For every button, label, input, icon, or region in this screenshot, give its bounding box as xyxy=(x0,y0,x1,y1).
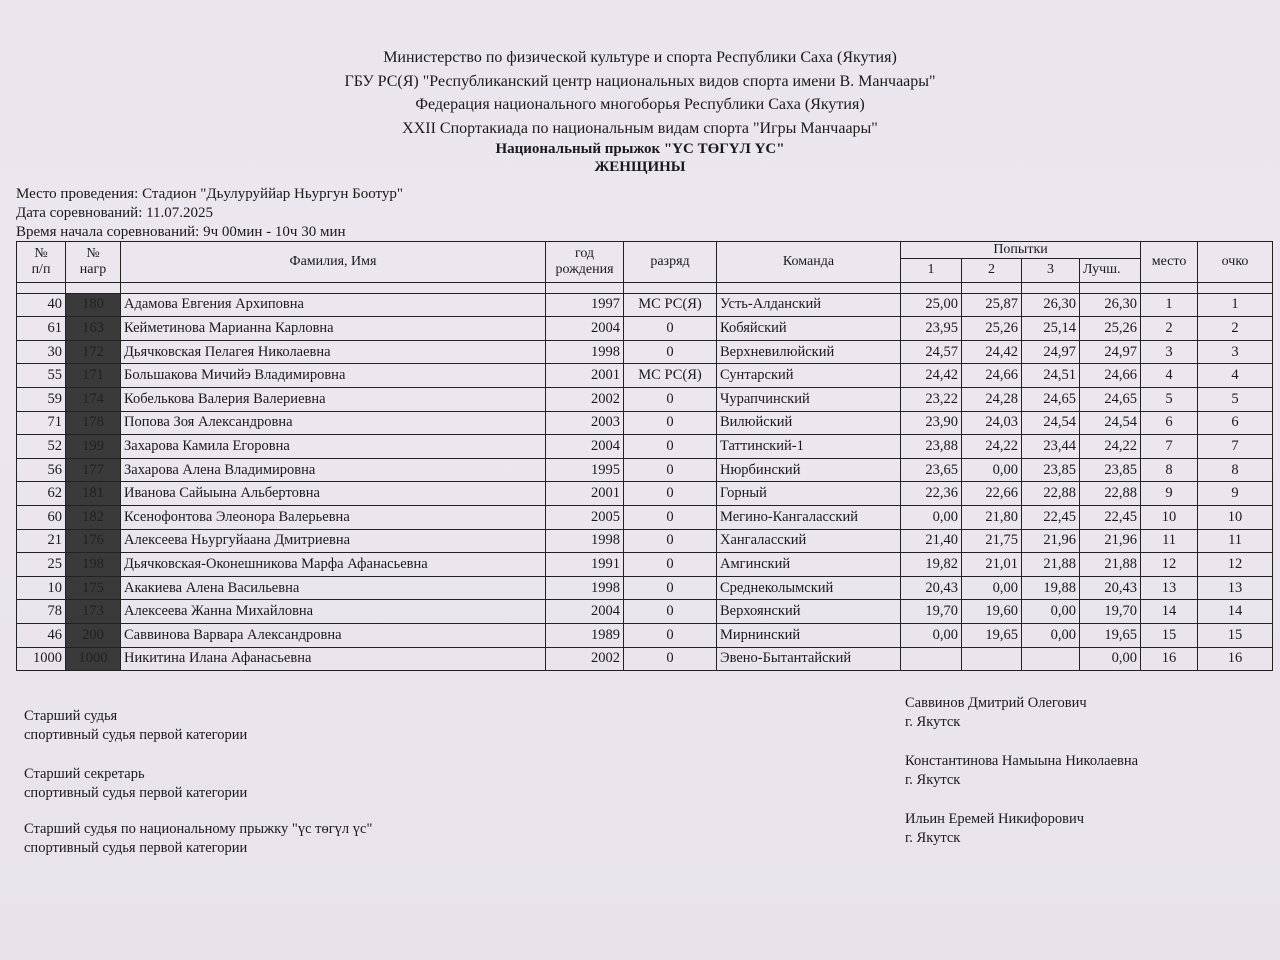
birth-year-cell: 2004 xyxy=(546,600,624,624)
points-cell: 2 xyxy=(1198,317,1273,341)
table-row xyxy=(17,458,1273,482)
table-row xyxy=(17,623,1273,647)
official-block-3 xyxy=(24,820,372,858)
attempt-1-cell: 23,95 xyxy=(901,317,962,341)
official-role: Старший судья по национальному прыжку "үс төгүл үс" xyxy=(24,821,373,837)
points-cell: 15 xyxy=(1198,623,1273,647)
place-cell: 12 xyxy=(1141,553,1198,577)
bib-number-cell: 177 xyxy=(66,458,121,482)
row-number-cell: 59 xyxy=(17,387,66,411)
athlete-name-cell: Саввинова Варвара Александровна xyxy=(121,623,546,647)
best-result-cell: 21,88 xyxy=(1080,553,1141,577)
bib-number-cell: 173 xyxy=(66,600,121,624)
rank-cell: 0 xyxy=(624,411,717,435)
col-name-header: Фамилия, Имя xyxy=(121,242,546,283)
attempt-3-cell xyxy=(1022,647,1080,671)
best-result-cell: 25,26 xyxy=(1080,317,1141,341)
col-attempt-3-header: 3 xyxy=(1022,259,1080,283)
team-cell: Эвено-Бытантайский xyxy=(717,647,901,671)
rank-cell: 0 xyxy=(624,458,717,482)
table-row xyxy=(17,529,1273,553)
attempt-3-cell: 24,51 xyxy=(1022,364,1080,388)
place-cell: 5 xyxy=(1141,387,1198,411)
attempt-1-cell: 24,42 xyxy=(901,364,962,388)
date-text: Дата соревнований: 11.07.2025 xyxy=(16,205,214,221)
best-result-cell: 23,85 xyxy=(1080,458,1141,482)
points-cell: 5 xyxy=(1198,387,1273,411)
row-number-cell: 25 xyxy=(17,553,66,577)
rank-cell: МС РС(Я) xyxy=(624,293,717,317)
header-ministry: Министерство по физической культуре и спорта Республики Саха (Якутия) xyxy=(383,49,897,66)
points-cell: 4 xyxy=(1198,364,1273,388)
official-category: спортивный судья первой категории xyxy=(24,727,248,743)
bib-number-cell: 198 xyxy=(66,553,121,577)
bib-number-cell: 199 xyxy=(66,435,121,459)
rank-cell: 0 xyxy=(624,435,717,459)
rank-cell: 0 xyxy=(624,505,717,529)
row-number-cell: 61 xyxy=(17,317,66,341)
athlete-name-cell: Ксенофонтова Элеонора Валерьевна xyxy=(121,505,546,529)
official-name: Саввинов Дмитрий Олегович xyxy=(905,695,1087,711)
row-number-cell: 30 xyxy=(17,340,66,364)
col-team-header: Команда xyxy=(717,242,901,283)
points-cell: 1 xyxy=(1198,293,1273,317)
team-cell: Таттинский-1 xyxy=(717,435,901,459)
team-cell: Верхневилюйский xyxy=(717,340,901,364)
official-block-2 xyxy=(24,765,247,803)
attempt-1-cell: 19,70 xyxy=(901,600,962,624)
rank-cell: 0 xyxy=(624,647,717,671)
birth-year-cell: 2001 xyxy=(546,482,624,506)
attempt-2-cell: 21,75 xyxy=(962,529,1022,553)
place-cell: 11 xyxy=(1141,529,1198,553)
athlete-name-cell: Адамова Евгения Архиповна xyxy=(121,293,546,317)
row-number-cell: 62 xyxy=(17,482,66,506)
attempt-3-cell: 24,54 xyxy=(1022,411,1080,435)
table-row xyxy=(17,482,1273,506)
attempt-2-cell: 24,22 xyxy=(962,435,1022,459)
row-number-cell: 71 xyxy=(17,411,66,435)
points-cell: 7 xyxy=(1198,435,1273,459)
best-result-cell: 22,45 xyxy=(1080,505,1141,529)
place-cell: 15 xyxy=(1141,623,1198,647)
col-rank-header: разряд xyxy=(624,242,717,283)
place-cell: 13 xyxy=(1141,576,1198,600)
attempt-1-cell: 19,82 xyxy=(901,553,962,577)
rank-cell: МС РС(Я) xyxy=(624,364,717,388)
place-cell: 8 xyxy=(1141,458,1198,482)
attempt-2-cell: 25,26 xyxy=(962,317,1022,341)
header-discipline: Национальный прыжок "ҮС ТӨГҮЛ ҮС" xyxy=(495,141,785,157)
team-cell: Хангаласский xyxy=(717,529,901,553)
bib-number-cell: 171 xyxy=(66,364,121,388)
attempt-3-cell: 22,45 xyxy=(1022,505,1080,529)
row-number-cell: 56 xyxy=(17,458,66,482)
col-bib-header: № нагр xyxy=(66,242,121,283)
points-cell: 12 xyxy=(1198,553,1273,577)
rank-cell: 0 xyxy=(624,600,717,624)
birth-year-cell: 1995 xyxy=(546,458,624,482)
points-cell: 9 xyxy=(1198,482,1273,506)
team-cell: Мегино-Кангаласский xyxy=(717,505,901,529)
table-row xyxy=(17,600,1273,624)
official-name: Ильин Еремей Никифорович xyxy=(905,811,1085,827)
birth-year-cell: 2004 xyxy=(546,317,624,341)
rank-cell: 0 xyxy=(624,482,717,506)
place-cell: 3 xyxy=(1141,340,1198,364)
rank-cell: 0 xyxy=(624,623,717,647)
team-cell: Сунтарский xyxy=(717,364,901,388)
birth-year-cell: 1998 xyxy=(546,529,624,553)
bib-number-cell: 163 xyxy=(66,317,121,341)
venue-text: Место проведения: Стадион "Дьулуруййар Ньургун Боотур" xyxy=(16,186,404,202)
best-result-cell: 22,88 xyxy=(1080,482,1141,506)
attempt-1-cell: 23,88 xyxy=(901,435,962,459)
row-number-cell: 60 xyxy=(17,505,66,529)
birth-year-cell: 1998 xyxy=(546,340,624,364)
best-result-cell: 19,65 xyxy=(1080,623,1141,647)
team-cell: Мирнинский xyxy=(717,623,901,647)
table-row xyxy=(17,505,1273,529)
official-city: г. Якутск xyxy=(905,830,961,846)
table-row xyxy=(17,364,1273,388)
points-cell: 13 xyxy=(1198,576,1273,600)
col-best-header: Лучш. xyxy=(1080,259,1141,283)
team-cell: Кобяйский xyxy=(717,317,901,341)
attempt-1-cell: 21,40 xyxy=(901,529,962,553)
row-number-cell: 55 xyxy=(17,364,66,388)
athlete-name-cell: Акакиева Алена Васильевна xyxy=(121,576,546,600)
place-cell: 2 xyxy=(1141,317,1198,341)
birth-year-cell: 1998 xyxy=(546,576,624,600)
official-city: г. Якутск xyxy=(905,772,961,788)
official-city: г. Якутск xyxy=(905,714,961,730)
place-cell: 9 xyxy=(1141,482,1198,506)
attempt-3-cell: 22,88 xyxy=(1022,482,1080,506)
table-row xyxy=(17,647,1273,671)
attempt-1-cell: 23,22 xyxy=(901,387,962,411)
birth-year-cell: 1997 xyxy=(546,293,624,317)
attempt-3-cell: 21,88 xyxy=(1022,553,1080,577)
bib-number-cell: 181 xyxy=(66,482,121,506)
header-center: ГБУ РС(Я) "Республиканский центр национальных видов спорта имени В. Манчаары" xyxy=(344,72,936,90)
team-cell: Усть-Алданский xyxy=(717,293,901,317)
official-role: Старший судья xyxy=(24,708,118,724)
athlete-name-cell: Иванова Сайыына Альбертовна xyxy=(121,482,546,506)
attempt-3-cell: 26,30 xyxy=(1022,293,1080,317)
results-table xyxy=(16,241,1273,671)
team-cell: Верхоянский xyxy=(717,600,901,624)
bib-number-cell: 174 xyxy=(66,387,121,411)
col-attempt-2-header: 2 xyxy=(962,259,1022,283)
table-row xyxy=(17,387,1273,411)
attempt-3-cell: 0,00 xyxy=(1022,623,1080,647)
best-result-cell: 21,96 xyxy=(1080,529,1141,553)
col-attempts-header: Попытки xyxy=(901,242,1141,259)
rank-cell: 0 xyxy=(624,340,717,364)
team-cell: Чурапчинский xyxy=(717,387,901,411)
table-row xyxy=(17,435,1273,459)
best-result-cell: 19,70 xyxy=(1080,600,1141,624)
table-row xyxy=(17,553,1273,577)
points-cell: 16 xyxy=(1198,647,1273,671)
points-cell: 10 xyxy=(1198,505,1273,529)
header-category: ЖЕНЩИНЫ xyxy=(594,159,686,175)
place-cell: 16 xyxy=(1141,647,1198,671)
header-event: XXII Спортакиада по национальным видам спорта "Игры Манчаары" xyxy=(402,119,878,137)
athlete-name-cell: Кобелькова Валерия Валериевна xyxy=(121,387,546,411)
place-cell: 14 xyxy=(1141,600,1198,624)
table-header xyxy=(17,242,1273,283)
team-cell: Амгинский xyxy=(717,553,901,577)
col-num-header: № п/п xyxy=(17,242,66,283)
place-cell: 7 xyxy=(1141,435,1198,459)
rank-cell: 0 xyxy=(624,529,717,553)
attempt-3-cell: 23,44 xyxy=(1022,435,1080,459)
row-number-cell: 1000 xyxy=(17,647,66,671)
row-number-cell: 40 xyxy=(17,293,66,317)
birth-year-cell: 2001 xyxy=(546,364,624,388)
col-year-header: год рождения xyxy=(546,242,624,283)
best-result-cell: 0,00 xyxy=(1080,647,1141,671)
best-result-cell: 24,65 xyxy=(1080,387,1141,411)
row-number-cell: 21 xyxy=(17,529,66,553)
bib-number-cell: 182 xyxy=(66,505,121,529)
official-signature-1 xyxy=(905,694,1087,732)
bib-number-cell: 1000 xyxy=(66,647,121,671)
official-signature-2 xyxy=(905,752,1138,790)
official-block-1 xyxy=(24,707,247,745)
attempt-3-cell: 24,65 xyxy=(1022,387,1080,411)
points-cell: 14 xyxy=(1198,600,1273,624)
bib-number-cell: 200 xyxy=(66,623,121,647)
col-attempt-1-header: 1 xyxy=(901,259,962,283)
best-result-cell: 24,54 xyxy=(1080,411,1141,435)
attempt-1-cell: 0,00 xyxy=(901,505,962,529)
birth-year-cell: 1989 xyxy=(546,623,624,647)
team-cell: Нюрбинский xyxy=(717,458,901,482)
best-result-cell: 24,22 xyxy=(1080,435,1141,459)
table-row xyxy=(17,293,1273,317)
attempt-2-cell: 19,65 xyxy=(962,623,1022,647)
attempt-1-cell: 24,57 xyxy=(901,340,962,364)
table-row xyxy=(17,317,1273,341)
athlete-name-cell: Дьячковская-Оконешникова Марфа Афанасьевна xyxy=(121,553,546,577)
birth-year-cell: 1991 xyxy=(546,553,624,577)
row-number-cell: 10 xyxy=(17,576,66,600)
place-cell: 6 xyxy=(1141,411,1198,435)
attempt-2-cell: 24,66 xyxy=(962,364,1022,388)
table-row xyxy=(17,576,1273,600)
attempt-1-cell: 23,65 xyxy=(901,458,962,482)
bib-number-cell: 178 xyxy=(66,411,121,435)
attempt-2-cell xyxy=(962,647,1022,671)
bib-number-cell: 172 xyxy=(66,340,121,364)
points-cell: 3 xyxy=(1198,340,1273,364)
rank-cell: 0 xyxy=(624,576,717,600)
points-cell: 8 xyxy=(1198,458,1273,482)
competition-info xyxy=(16,185,403,242)
attempt-2-cell: 21,80 xyxy=(962,505,1022,529)
best-result-cell: 26,30 xyxy=(1080,293,1141,317)
official-category: спортивный судья первой категории xyxy=(24,785,248,801)
birth-year-cell: 2005 xyxy=(546,505,624,529)
attempt-3-cell: 23,85 xyxy=(1022,458,1080,482)
row-number-cell: 78 xyxy=(17,600,66,624)
attempt-2-cell: 19,60 xyxy=(962,600,1022,624)
birth-year-cell: 2003 xyxy=(546,411,624,435)
official-signature-3 xyxy=(905,810,1084,848)
best-result-cell: 24,66 xyxy=(1080,364,1141,388)
table-row xyxy=(17,411,1273,435)
col-place-header: место xyxy=(1141,242,1198,283)
points-cell: 11 xyxy=(1198,529,1273,553)
attempt-1-cell: 20,43 xyxy=(901,576,962,600)
team-cell: Горный xyxy=(717,482,901,506)
attempt-3-cell: 25,14 xyxy=(1022,317,1080,341)
attempt-1-cell: 22,36 xyxy=(901,482,962,506)
official-name: Константинова Намыына Николаевна xyxy=(905,753,1139,769)
attempt-2-cell: 24,28 xyxy=(962,387,1022,411)
attempt-1-cell: 0,00 xyxy=(901,623,962,647)
athlete-name-cell: Никитина Илана Афанасьевна xyxy=(121,647,546,671)
bib-number-cell: 180 xyxy=(66,293,121,317)
col-points-header: очко xyxy=(1198,242,1273,283)
rank-cell: 0 xyxy=(624,317,717,341)
place-cell: 4 xyxy=(1141,364,1198,388)
athlete-name-cell: Большакова Мичийэ Владимировна xyxy=(121,364,546,388)
attempt-2-cell: 25,87 xyxy=(962,293,1022,317)
athlete-name-cell: Кейметинова Марианна Карловна xyxy=(121,317,546,341)
birth-year-cell: 2002 xyxy=(546,387,624,411)
attempt-1-cell: 23,90 xyxy=(901,411,962,435)
best-result-cell: 24,97 xyxy=(1080,340,1141,364)
best-result-cell: 20,43 xyxy=(1080,576,1141,600)
attempt-3-cell: 0,00 xyxy=(1022,600,1080,624)
bib-number-cell: 176 xyxy=(66,529,121,553)
table-row xyxy=(17,340,1273,364)
attempt-1-cell xyxy=(901,647,962,671)
attempt-3-cell: 21,96 xyxy=(1022,529,1080,553)
birth-year-cell: 2004 xyxy=(546,435,624,459)
table-body xyxy=(17,282,1273,671)
athlete-name-cell: Захарова Камила Егоровна xyxy=(121,435,546,459)
bib-number-cell: 175 xyxy=(66,576,121,600)
attempt-3-cell: 24,97 xyxy=(1022,340,1080,364)
attempt-2-cell: 0,00 xyxy=(962,458,1022,482)
place-cell: 10 xyxy=(1141,505,1198,529)
place-cell: 1 xyxy=(1141,293,1198,317)
athlete-name-cell: Алексеева Жанна Михайловна xyxy=(121,600,546,624)
spacer-row xyxy=(17,282,1273,293)
attempt-2-cell: 24,03 xyxy=(962,411,1022,435)
rank-cell: 0 xyxy=(624,553,717,577)
points-cell: 6 xyxy=(1198,411,1273,435)
header-federation: Федерация национального многоборья Республики Саха (Якутия) xyxy=(415,96,865,113)
rank-cell: 0 xyxy=(624,387,717,411)
athlete-name-cell: Попова Зоя Александровна xyxy=(121,411,546,435)
athlete-name-cell: Дьячковская Пелагея Николаевна xyxy=(121,340,546,364)
team-cell: Среднеколымский xyxy=(717,576,901,600)
attempt-1-cell: 25,00 xyxy=(901,293,962,317)
document-header xyxy=(0,46,1280,176)
attempt-2-cell: 22,66 xyxy=(962,482,1022,506)
birth-year-cell: 2002 xyxy=(546,647,624,671)
row-number-cell: 52 xyxy=(17,435,66,459)
athlete-name-cell: Захарова Алена Владимировна xyxy=(121,458,546,482)
team-cell: Вилюйский xyxy=(717,411,901,435)
attempt-2-cell: 21,01 xyxy=(962,553,1022,577)
attempt-2-cell: 0,00 xyxy=(962,576,1022,600)
athlete-name-cell: Алексеева Ньургуйаана Дмитриевна xyxy=(121,529,546,553)
row-number-cell: 46 xyxy=(17,623,66,647)
attempt-2-cell: 24,42 xyxy=(962,340,1022,364)
official-role: Старший секретарь xyxy=(24,766,145,782)
time-text: Время начала соревнований: 9ч 00мин - 10ч 30 мин xyxy=(16,224,346,240)
attempt-3-cell: 19,88 xyxy=(1022,576,1080,600)
official-category: спортивный судья первой категории xyxy=(24,840,248,856)
